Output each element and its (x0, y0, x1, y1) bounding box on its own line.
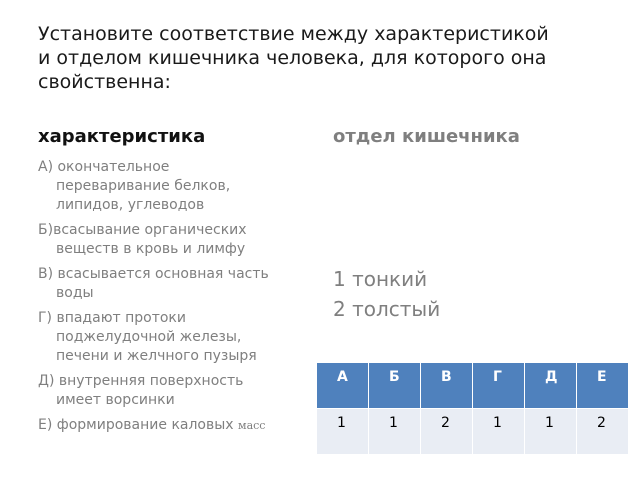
item-text: липидов, углеводов (56, 197, 205, 213)
characteristic-header: характеристика (38, 126, 206, 147)
answer-table (316, 362, 629, 455)
item-text: веществ в кровь и лимфу (56, 241, 246, 257)
list-item (38, 372, 318, 410)
characteristic-list (38, 158, 318, 441)
item-text: А) окончательное (38, 159, 170, 175)
option-small-intestine: 1 тонкий (333, 267, 428, 291)
intestine-section-header: отдел кишечника (333, 126, 520, 147)
answer-cell: 1 (525, 409, 577, 455)
task-title (38, 22, 628, 94)
title-line: свойственна: (38, 71, 171, 93)
answer-cell: 1 (473, 409, 525, 455)
title-line: Установите соответствие между характеристикой (38, 23, 549, 45)
header-cell: Д (525, 363, 577, 409)
table-row (317, 409, 629, 455)
item-text: Д) внутренняя поверхность (38, 373, 244, 389)
list-item (38, 158, 318, 215)
table-header-row (317, 363, 629, 409)
header-cell: А (317, 363, 369, 409)
header-cell: В (421, 363, 473, 409)
item-text-small: масс (238, 419, 266, 432)
list-item (38, 309, 318, 366)
item-text (38, 416, 318, 435)
option-large-intestine: 2 толстый (333, 297, 441, 321)
title-line: и отделом кишечника человека, для которого она (38, 47, 547, 69)
answer-cell: 1 (317, 409, 369, 455)
section-options (333, 264, 440, 324)
header-cell: Е (577, 363, 629, 409)
item-text: имеет ворсинки (56, 392, 175, 408)
item-text: поджелудочной железы, (56, 329, 242, 345)
item-text: переваривание белков, (56, 178, 231, 194)
list-item (38, 416, 318, 435)
answer-cell: 1 (369, 409, 421, 455)
list-item (38, 265, 318, 303)
item-text: воды (56, 285, 94, 301)
item-text: Г) впадают протоки (38, 310, 186, 326)
item-text: В) всасывается основная часть (38, 266, 269, 282)
item-text: Б)всасывание органических (38, 222, 247, 238)
header-cell: Г (473, 363, 525, 409)
answer-cell: 2 (421, 409, 473, 455)
answer-cell: 2 (577, 409, 629, 455)
item-text: печени и желчного пузыря (56, 348, 257, 364)
item-text-main: Е) формирование каловых (38, 417, 239, 433)
list-item (38, 221, 318, 259)
header-cell: Б (369, 363, 421, 409)
